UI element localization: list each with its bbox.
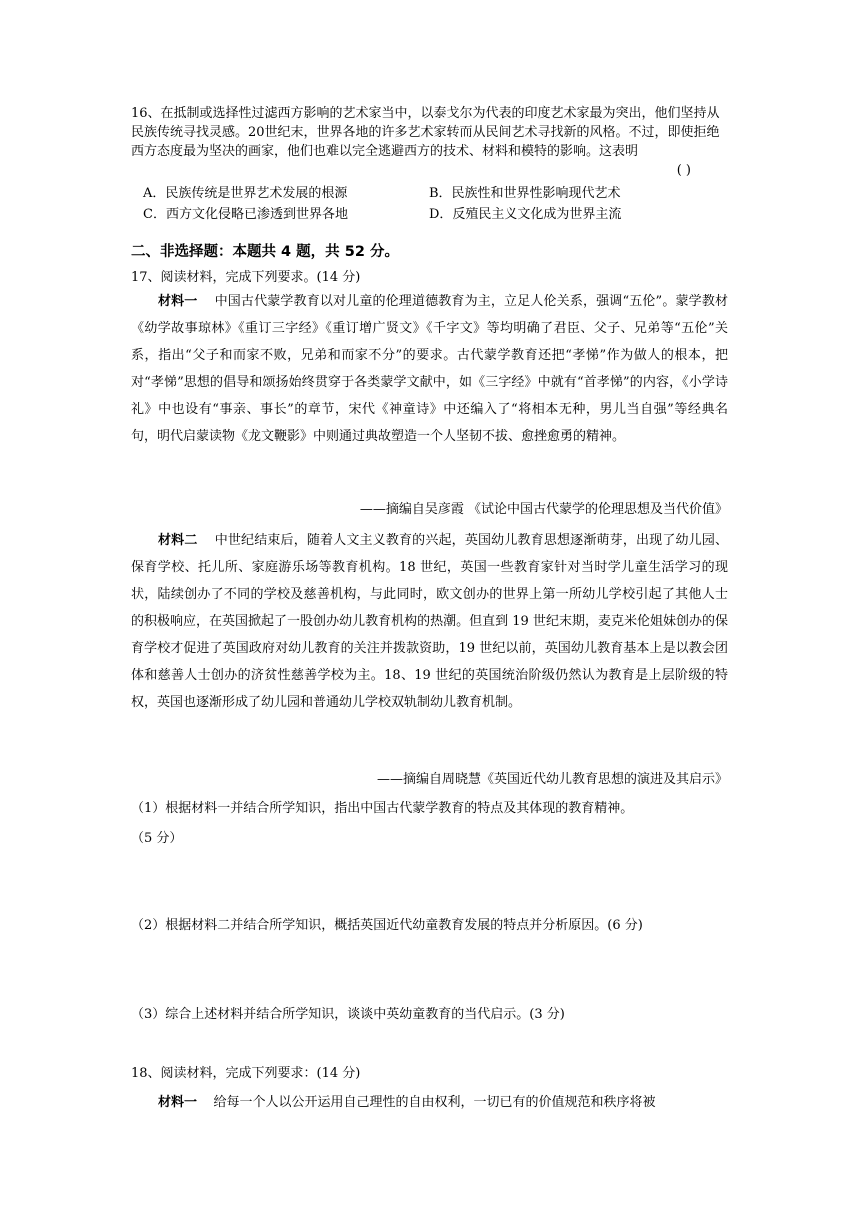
question-18-title: 18、阅读材料，完成下列要求：(14 分) bbox=[131, 1066, 361, 1081]
q17-material-2 bbox=[131, 527, 728, 716]
subquestion-3: （3）综合上述材料并结合所学知识，谈谈中英幼童教育的当代启示。(3 分) bbox=[131, 1007, 565, 1022]
answer-bracket: ( ) bbox=[676, 163, 691, 178]
q18-material-1 bbox=[131, 1089, 728, 1116]
q18-material-1-text: 给每一个人以公开运用自己理性的自由权利，一切已有的价值规范和秩序将被 bbox=[213, 1095, 656, 1110]
question-16 bbox=[131, 104, 731, 178]
subquestion-2: （2）根据材料二并结合所学知识，概括英国近代幼童教育发展的特点并分析原因。(6 分) bbox=[131, 918, 643, 933]
material-1-source: ——摘编自吴彦霞 《试论中国古代蒙学的伦理思想及当代价值》 bbox=[359, 502, 728, 517]
question-16-stem: 16、在抵制或选择性过滤西方影响的艺术家当中，以泰戈尔为代表的印度艺术家最为突出，他们坚持从民族传统寻找灵感。20世纪末，世界各地的许多艺术家转而从民间艺术寻找新的风格。不过，即使拒绝西方态度最为坚决的画家，他们也难以完全逃避西方的技术、材料和模特的影响。这表明 bbox=[131, 106, 720, 159]
q17-material-1 bbox=[131, 288, 728, 450]
section-2-heading: 二、非选择题：本题共 4 题，共 52 分。 bbox=[131, 244, 399, 260]
material-2-text: 中世纪结束后，随着人文主义教育的兴起，英国幼儿教育思想逐渐萌芽，出现了幼儿园、保育学校、托儿所、家庭游乐场等教育机构。18 世纪，英国一些教育家针对当时学儿童生活学习的现状，陆续创办了不同的学校及慈善机构，与此同时，欧文创办的世界上第一所幼儿学校引起了其他人士的积极响应，在英国掀起了一股创办幼儿教育机构的热潮。但直到 19 世纪末期，麦克米伦姐妹创办的保育学校才促进了英国政府对幼儿教育的关注并拨款资助，19 世纪以前，英国幼儿教育基本上是以教会团体和慈善人士创办的济贫性慈善学校为主。18、19 世纪的英国统治阶级仍然认为教育是上层阶级的特权，英国也逐渐形成了幼儿园和普通幼儿学校双轨制幼儿教育机制。 bbox=[131, 533, 728, 710]
option-d: D．反殖民主义文化成为世界主流 bbox=[429, 207, 622, 222]
subquestion-1: （1）根据材料一并结合所学知识，指出中国古代蒙学教育的特点及其体现的教育精神。 bbox=[131, 801, 634, 816]
material-1-text: 中国古代蒙学教育以对儿童的伦理道德教育为主，立足人伦关系，强调“五伦”。蒙学教材《幼学故事琼林》《重订三字经》《重订增广贤文》《千字文》等均明确了君臣、父子、兄弟等“五伦”关系，指出“父子和而家不败，兄弟和而家不分”的要求。古代蒙学教育还把“孝悌”作为做人的根本，把对“孝悌”思想的倡导和颂扬始终贯穿于各类蒙学文献中，如《三字经》中就有“首孝悌”的内容，《小学诗礼》中也设有“事亲、事长”的章节，宋代《神童诗》中还编入了“将相本无种，男儿当自强”等经典名句，明代启蒙读物《龙文鞭影》中则通过典故塑造一个人坚韧不拔、愈挫愈勇的精神。 bbox=[131, 294, 728, 444]
question-17-title: 17、阅读材料，完成下列要求。(14 分) bbox=[131, 270, 361, 285]
material-2-source: ——摘编自周晓慧《英国近代幼儿教育思想的演进及其启示》 bbox=[376, 772, 728, 787]
material-2-label: 材料二 bbox=[158, 533, 198, 548]
q18-material-1-label: 材料一 bbox=[158, 1095, 198, 1110]
option-a: A．民族传统是世界艺术发展的根源 bbox=[143, 186, 348, 201]
material-1-label: 材料一 bbox=[158, 294, 198, 309]
option-b: B．民族性和世界性影响现代艺术 bbox=[429, 186, 621, 201]
option-c: C．西方文化侵略已渗透到世界各地 bbox=[143, 207, 348, 222]
subquestion-1-score: （5 分） bbox=[131, 831, 183, 846]
